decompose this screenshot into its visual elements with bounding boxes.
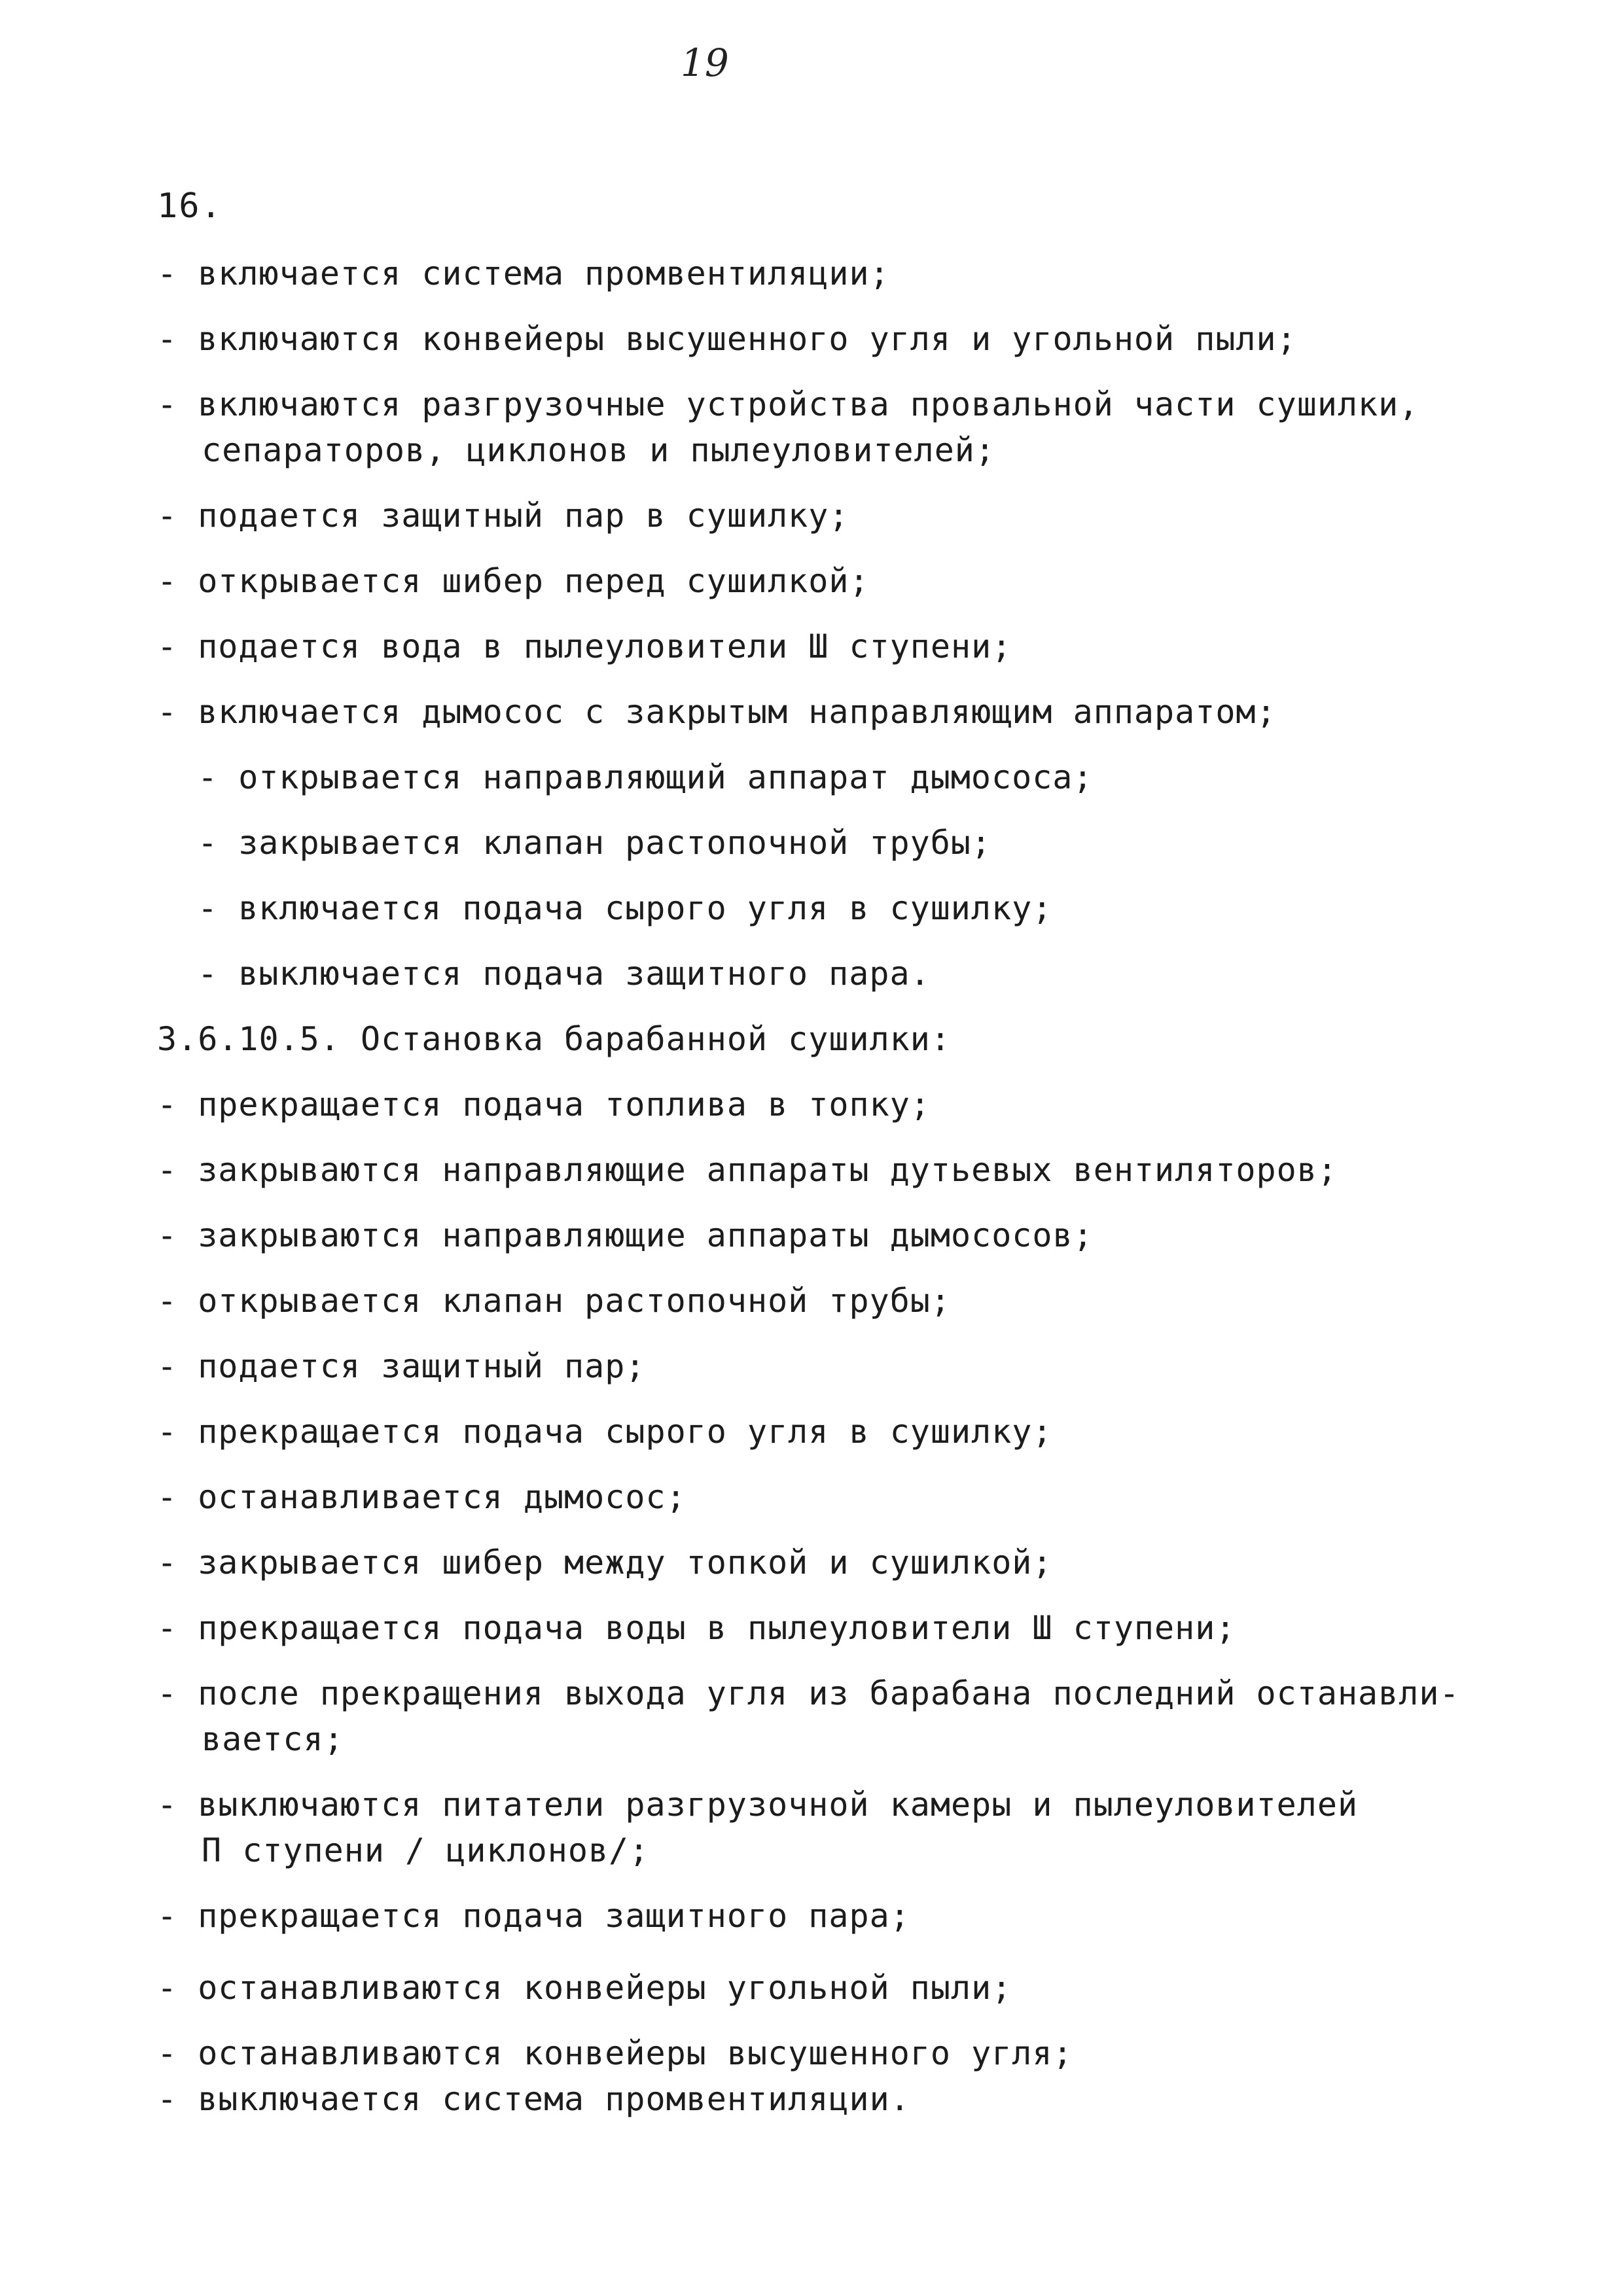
list-item: - включаются разгрузочные устройства провальной части сушилки,: [157, 385, 1419, 423]
list-item: - останавливаются конвейеры угольной пыли;: [157, 1969, 1012, 2007]
list-item: - прекращается подача воды в пылеуловители Ш ступени;: [157, 1609, 1236, 1647]
list-item-continuation: П ступени / циклонов/;: [202, 1831, 650, 1869]
list-item: - включаются конвейеры высушенного угля и угольной пыли;: [157, 320, 1297, 358]
list-item: - подается защитный пар в сушилку;: [157, 497, 849, 535]
list-item: - открывается шибер перед сушилкой;: [157, 562, 870, 600]
list-item: - подается защитный пар;: [157, 1347, 646, 1385]
list-item: - открывается клапан растопочной трубы;: [157, 1282, 951, 1320]
list-item: - подается вода в пылеуловители Ш ступени;: [157, 627, 1012, 665]
list-item: - закрываются направляющие аппараты дутьевых вентиляторов;: [157, 1151, 1338, 1189]
list-item: - прекращается подача защитного пара;: [157, 1897, 910, 1935]
sub-list-item: - закрывается клапан растопочной трубы;: [198, 824, 991, 862]
list-item: - включается дымосос с закрытым направляющим аппаратом;: [157, 693, 1277, 731]
sub-list-item: - открывается направляющий аппарат дымососа;: [198, 758, 1094, 796]
list-item: - останавливаются конвейеры высушенного угля;: [157, 2034, 1073, 2072]
list-item: - после прекращения выхода угля из барабана последний останавли-: [157, 1674, 1460, 1712]
list-item: - выключаются питатели разгрузочной камеры и пылеуловителей: [157, 1786, 1359, 1824]
page-number: 19: [681, 41, 729, 85]
sub-list-item: - выключается подача защитного пара.: [198, 955, 931, 993]
sub-list-item: - включается подача сырого угля в сушилку;: [198, 889, 1053, 927]
list-item: - включается система промвентиляции;: [157, 255, 890, 292]
section-heading: 3.6.10.5. Остановка барабанной сушилки:: [157, 1020, 951, 1058]
list-item: - закрывается шибер между топкой и сушилкой;: [157, 1544, 1053, 1581]
list-item: - прекращается подача сырого угля в сушилку;: [157, 1413, 1053, 1451]
list-item-continuation: сепараторов, циклонов и пылеуловителей;: [202, 431, 995, 469]
list-item-continuation: вается;: [202, 1720, 344, 1758]
list-item: - выключается система промвентиляции.: [157, 2080, 910, 2118]
list-item: - закрываются направляющие аппараты дымососов;: [157, 1216, 1094, 1254]
section-number: 16.: [157, 186, 223, 226]
list-item: - прекращается подача топлива в топку;: [157, 1086, 931, 1123]
list-item: - останавливается дымосос;: [157, 1478, 687, 1516]
